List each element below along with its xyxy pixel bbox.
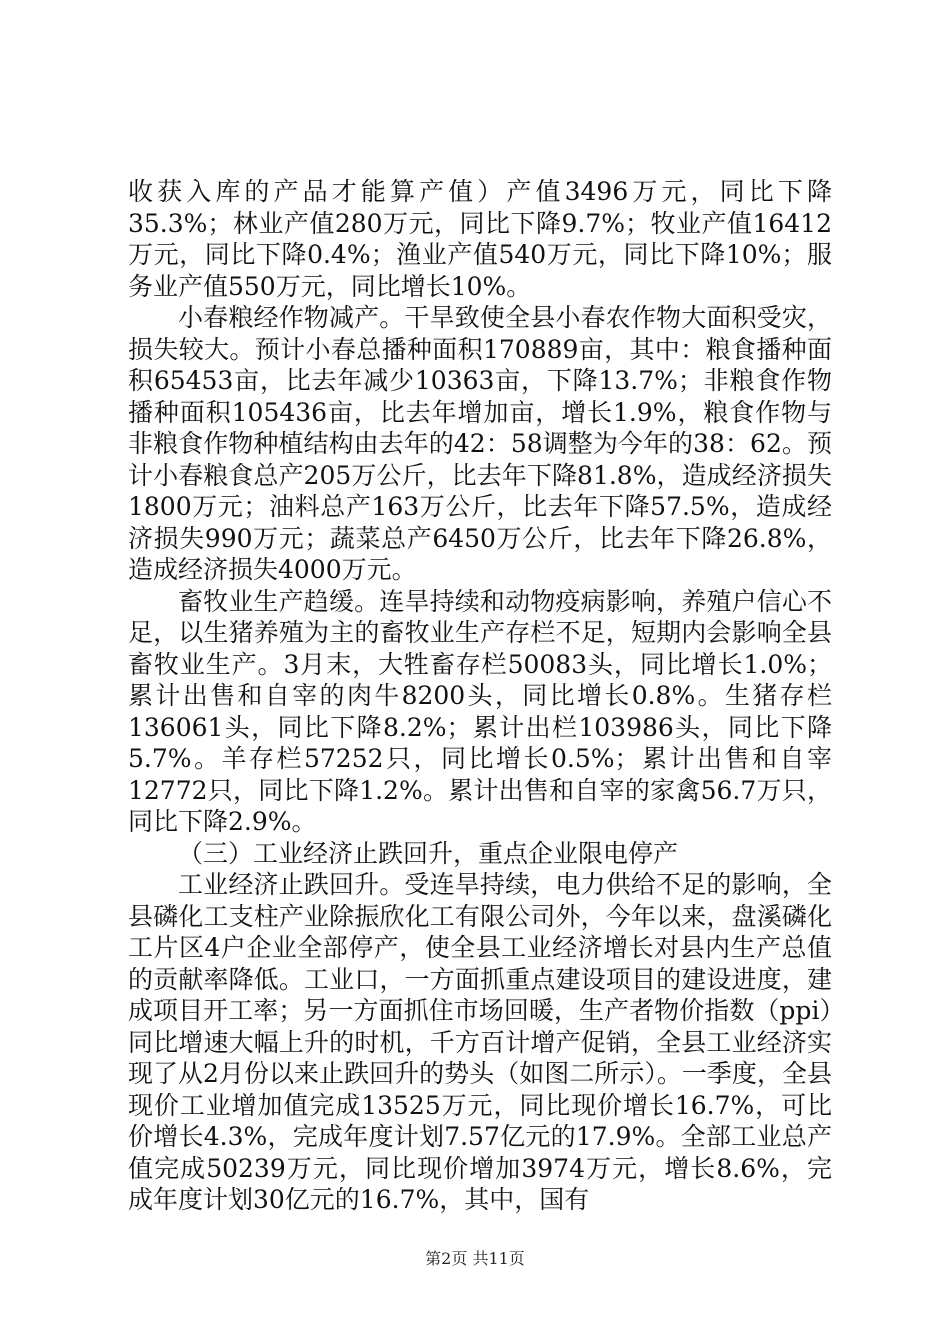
document-body	[128, 176, 832, 1216]
paragraph-spring-crops: 小春粮经作物减产。干旱致使全县小春农作物大面积受灾，损失较大。预计小春总播种面积170889亩，其中：粮食播种面积65453亩，比去年减少10363亩，下降13.7%；非粮食作物播种面积105436亩，比去年增加亩，增长1.9%，粮食作物与非粮食作物种植结构由去年的42：58调整为今年的38：62。预计小春粮食总产205万公斤，比去年下降81.8%，造成经济损失1800万元；油料总产163万公斤，比去年下降57.5%，造成经济损失990万元；蔬菜总产6450万公斤，比去年下降26.8%，造成经济损失4000万元。	[128, 303, 832, 584]
section-heading: （三）工业经济止跌回升，重点企业限电停产	[178, 838, 679, 868]
paragraph-continued: 收获入库的产品才能算产值）产值3496万元，同比下降35.3%；林业产值280万元，同比下降9.7%；牧业产值16412万元，同比下降0.4%；渔业产值540万元，同比下降10%；服务业产值550万元，同比增长10%。	[128, 177, 832, 301]
paragraph-industry: 工业经济止跌回升。受连旱持续，电力供给不足的影响，全县磷化工支柱产业除振欣化工有限公司外，今年以来，盘溪磷化工片区4户企业全部停产，使全县工业经济增长对县内生产总值的贡献率降低。工业口，一方面抓重点建设项目的建设进度，建成项目开工率；另一方面抓住市场回暖，生产者物价指数（ppi）同比增速大幅上升的时机，千方百计增产促销，全县工业经济实现了从2月份以来止跌回升的势头（如图二所示）。一季度，全县现价工业增加值完成13525万元，同比现价增长16.7%，可比价增长4.3%，完成年度计划7.57亿元的17.9%。全部工业总产值完成50239万元，同比现价增加3974万元，增长8.6%，完成年度计划30亿元的16.7%，其中，国有	[128, 870, 832, 1214]
paragraph-livestock: 畜牧业生产趋缓。连旱持续和动物疫病影响，养殖户信心不足，以生猪养殖为主的畜牧业生产存栏不足，短期内会影响全县畜牧业生产。3月末，大牲畜存栏50083头，同比增长1.0%；累计出售和自宰的肉牛8200头，同比增长0.8%。生猪存栏136061头，同比下降8.2%；累计出栏103986头，同比下降5.7%。羊存栏57252只，同比增长0.5%；累计出售和自宰12772只，同比下降1.2%。累计出售和自宰的家禽56.7万只，同比下降2.9%。	[128, 586, 832, 836]
page-footer: 第2页 共11页	[425, 1249, 525, 1268]
